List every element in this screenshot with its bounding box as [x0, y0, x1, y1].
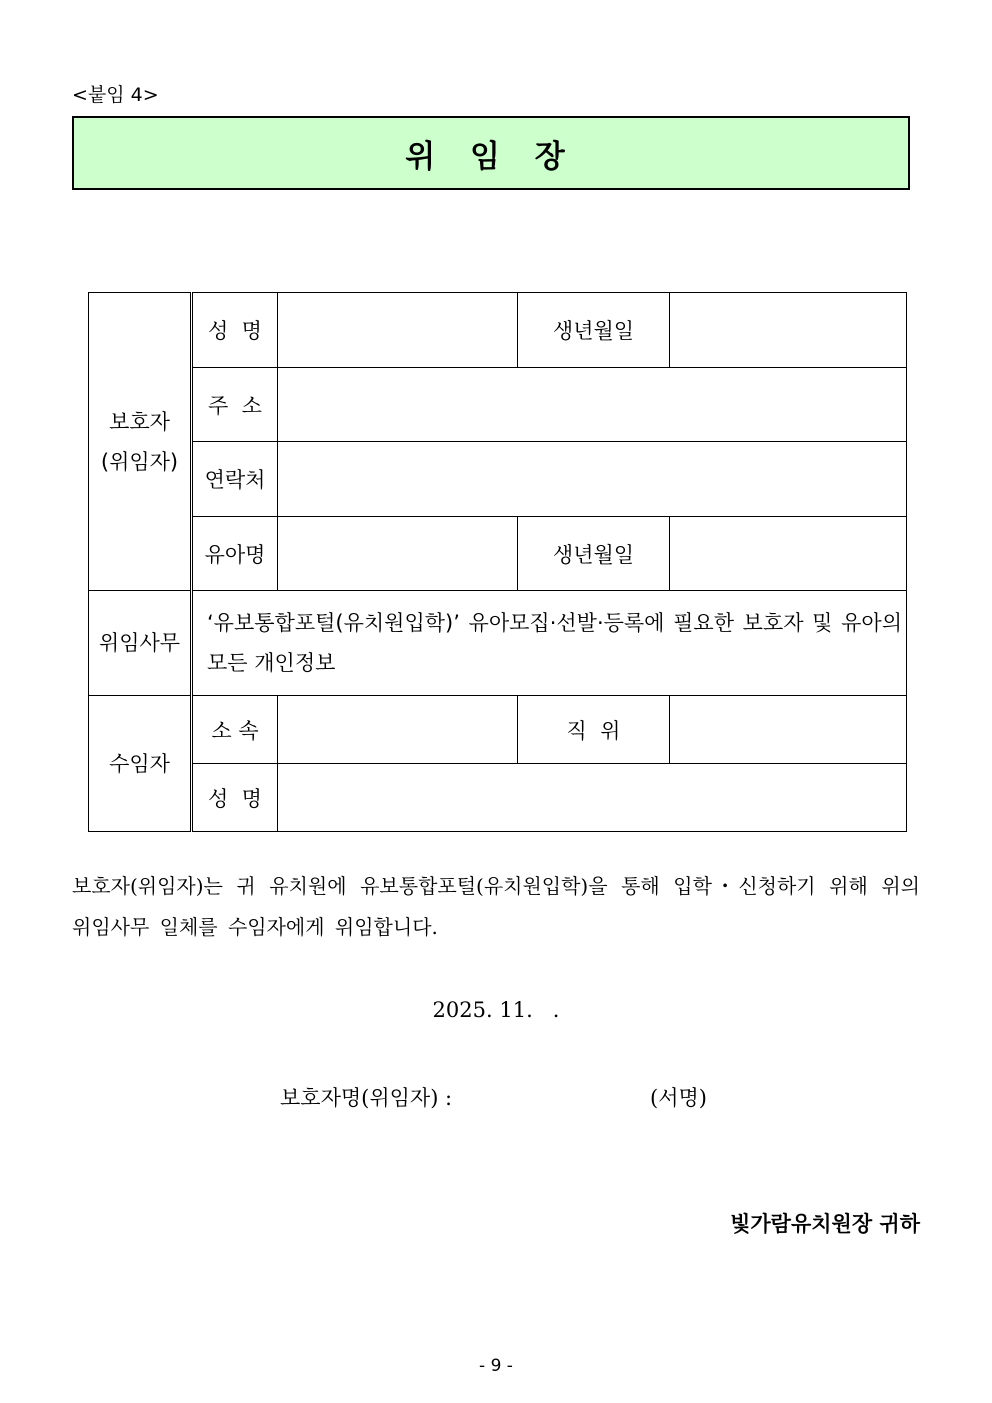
- affiliation-label: 소 속: [192, 696, 278, 764]
- position-field[interactable]: [670, 696, 907, 764]
- guardian-birth-label: 생년월일: [518, 293, 670, 368]
- duty-text: ‘유보통합포털(유치원입학)’ 유아모집·선발·등록에 필요한 보호자 및 유아의 모든 개인정보: [192, 591, 907, 696]
- agent-name-label: 성 명: [192, 764, 278, 832]
- signature-label: 보호자명(위임자) :: [280, 1086, 453, 1110]
- guardian-name-label: 성 명: [192, 293, 278, 368]
- agent-group-label: 수임자: [89, 696, 192, 832]
- addressee: 빛가람유치원장 귀하: [730, 1211, 920, 1236]
- affiliation-field[interactable]: [278, 696, 518, 764]
- delegation-statement: 보호자(위임자)는 귀 유치원에 유보통합포털(유치원입학)을 통해 입학・신청하기 위해 위의 위임사무 일체를 수임자에게 위임합니다.: [72, 874, 920, 939]
- agent-name-field[interactable]: [278, 764, 907, 832]
- page-number: - 9 -: [479, 1356, 513, 1376]
- guardian-birth-field[interactable]: [670, 293, 907, 368]
- title-banner: [72, 116, 910, 190]
- guardian-group-label: 보호자 (위임자): [89, 293, 192, 591]
- document-title: 위 임 장: [405, 138, 577, 175]
- contact-field[interactable]: [278, 442, 907, 517]
- signature-mark: (서명): [650, 1086, 707, 1110]
- attachment-label: <붙임 4>: [72, 84, 159, 106]
- guardian-name-field[interactable]: [278, 293, 518, 368]
- address-field[interactable]: [278, 368, 907, 442]
- address-label: 주 소: [192, 368, 278, 442]
- duty-label: 위임사무: [89, 591, 192, 696]
- position-label: 직 위: [518, 696, 670, 764]
- child-birth-label: 생년월일: [518, 517, 670, 591]
- delegation-form-table: [88, 292, 907, 832]
- date-line: 2025. 11. .: [432, 998, 560, 1022]
- child-birth-field[interactable]: [670, 517, 907, 591]
- contact-label: 연락처: [192, 442, 278, 517]
- child-name-field[interactable]: [278, 517, 518, 591]
- child-name-label: 유아명: [192, 517, 278, 591]
